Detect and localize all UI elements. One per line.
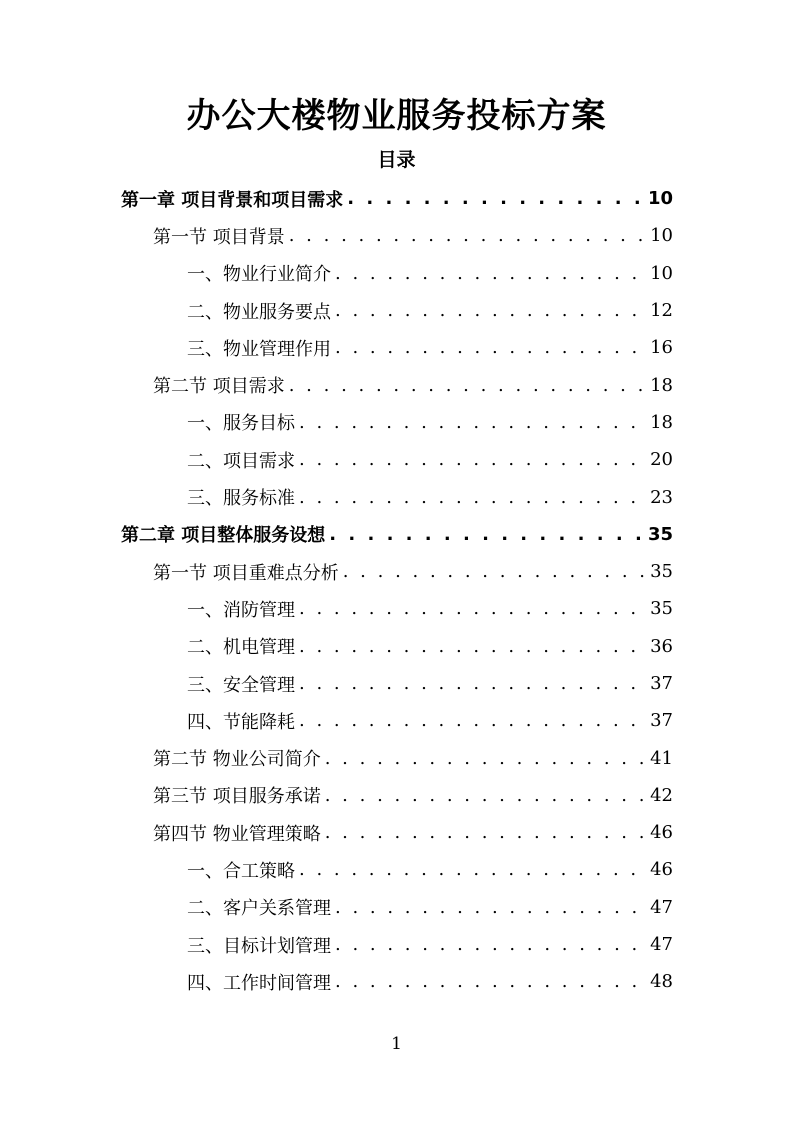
toc-dot-leader: [335, 971, 646, 992]
toc-entry-label: 第四节 物业管理策略: [153, 823, 321, 845]
toc-entry-label: 三、物业管理作用: [187, 338, 331, 360]
toc-entry[interactable]: [0, 889, 793, 926]
toc-entry-label: 二、客户关系管理: [187, 898, 331, 920]
toc-entry-page: 35: [650, 561, 673, 583]
toc-entry[interactable]: [0, 628, 793, 665]
toc-entry-page: 18: [650, 374, 673, 396]
toc-dot-leader: [289, 375, 646, 396]
toc-dot-leader: [299, 487, 646, 508]
toc-entry-label: 一、消防管理: [187, 599, 295, 621]
toc-entry[interactable]: [0, 292, 793, 329]
toc-entry-label: 第二节 物业公司简介: [153, 749, 321, 771]
toc-entry-label: 第一节 项目背景: [153, 226, 285, 248]
toc-dot-leader: [335, 897, 646, 918]
toc-dot-leader: [335, 337, 646, 358]
toc-entry[interactable]: [0, 665, 793, 702]
toc-entry-page: 37: [650, 710, 673, 732]
toc-entry[interactable]: [0, 739, 793, 776]
toc-entry-page: 47: [650, 934, 673, 956]
toc-entry-page: 42: [650, 784, 673, 806]
toc-entry-label: 第一节 项目重难点分析: [153, 562, 339, 584]
toc-entry-page: 36: [650, 635, 673, 657]
toc-entry-page: 41: [650, 747, 673, 769]
toc-dot-leader: [335, 263, 646, 284]
toc-entry-page: 35: [650, 598, 673, 620]
toc-dot-leader: [325, 785, 646, 806]
toc-entry[interactable]: [0, 478, 793, 515]
toc-entry[interactable]: [0, 926, 793, 963]
toc-entry[interactable]: [0, 553, 793, 590]
toc-entry-page: 20: [650, 449, 673, 471]
toc-entry[interactable]: [0, 814, 793, 851]
toc-entry-label: 三、目标计划管理: [187, 935, 331, 957]
toc-dot-leader: [299, 636, 646, 657]
toc-entry[interactable]: [0, 404, 793, 441]
toc-entry-page: 46: [650, 822, 673, 844]
toc-entry[interactable]: [0, 217, 793, 254]
toc-dot-leader: [299, 412, 646, 433]
toc-dot-leader: [325, 822, 646, 843]
table-of-contents: [0, 180, 793, 1001]
toc-entry[interactable]: [0, 180, 793, 217]
toc-entry-label: 一、物业行业简介: [187, 264, 331, 286]
toc-dot-leader: [343, 561, 646, 582]
toc-dot-leader: [289, 225, 646, 246]
toc-entry-label: 四、节能降耗: [187, 711, 295, 733]
toc-entry-page: 10: [650, 262, 673, 284]
toc-dot-leader: [299, 673, 646, 694]
toc-dot-leader: [299, 598, 646, 619]
toc-entry-label: 二、机电管理: [187, 637, 295, 659]
toc-dot-leader: [335, 934, 646, 955]
toc-entry[interactable]: [0, 851, 793, 888]
toc-entry-label: 第二章 项目整体服务设想: [121, 525, 326, 547]
toc-dot-leader: [325, 748, 646, 769]
toc-heading: 目录: [377, 149, 416, 171]
toc-dot-leader: [299, 710, 646, 731]
toc-dot-leader: [299, 449, 646, 470]
toc-entry-page: 46: [650, 859, 673, 881]
toc-entry[interactable]: [0, 329, 793, 366]
toc-entry-label: 第一章 项目背景和项目需求: [121, 189, 344, 211]
document-title: 办公大楼物业服务投标方案: [186, 96, 607, 136]
toc-entry-label: 一、服务目标: [187, 413, 295, 435]
toc-entry-label: 四、工作时间管理: [187, 972, 331, 994]
toc-entry-label: 三、服务标准: [187, 488, 295, 510]
toc-entry[interactable]: [0, 590, 793, 627]
toc-entry-label: 第三节 项目服务承诺: [153, 786, 321, 808]
toc-entry-page: 35: [647, 523, 673, 545]
toc-entry[interactable]: [0, 777, 793, 814]
toc-entry-label: 三、安全管理: [187, 674, 295, 696]
toc-entry-page: 16: [650, 337, 673, 359]
toc-dot-leader: [335, 300, 646, 321]
toc-entry[interactable]: [0, 963, 793, 1000]
toc-entry-page: 48: [650, 971, 673, 993]
toc-entry[interactable]: [0, 255, 793, 292]
toc-entry-page: 18: [650, 411, 673, 433]
toc-entry-page: 47: [650, 896, 673, 918]
toc-entry-page: 10: [647, 188, 673, 210]
toc-entry-page: 37: [650, 673, 673, 694]
toc-entry-page: 23: [650, 486, 673, 508]
toc-entry-page: 10: [650, 225, 673, 247]
toc-entry-label: 二、项目需求: [187, 450, 295, 472]
toc-entry-label: 二、物业服务要点: [187, 301, 331, 323]
toc-entry[interactable]: [0, 516, 793, 553]
toc-dot-leader: [347, 188, 644, 209]
toc-entry[interactable]: [0, 366, 793, 403]
toc-dot-leader: [299, 859, 646, 880]
page-number: 1: [391, 1034, 402, 1054]
toc-entry[interactable]: [0, 441, 793, 478]
toc-entry-page: 12: [650, 300, 673, 322]
toc-entry-label: 一、合工策略: [187, 860, 295, 882]
toc-entry[interactable]: [0, 702, 793, 739]
toc-dot-leader: [329, 524, 644, 545]
toc-entry-label: 第二节 项目需求: [153, 376, 285, 398]
